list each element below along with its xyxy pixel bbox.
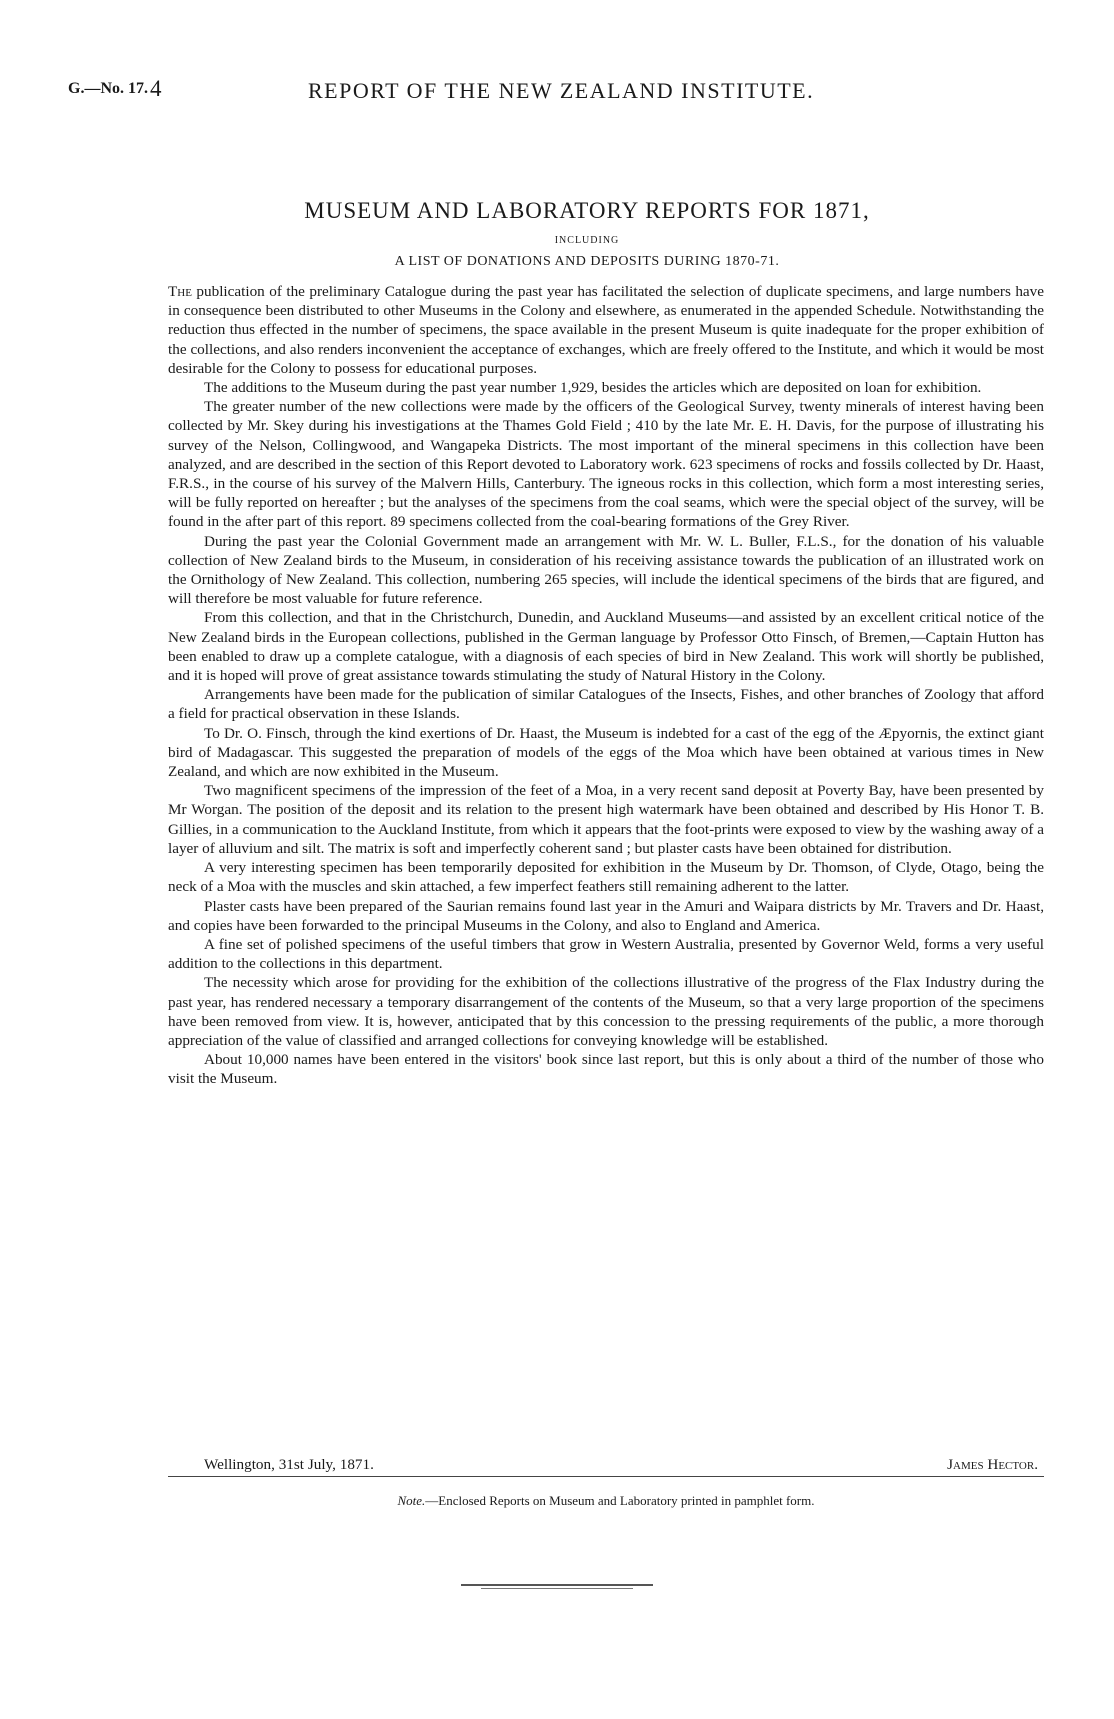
paragraph: A very interesting specimen has been temporarily deposited for exhibition in the Museum by Dr. Thomson, of Clyde, Otago, being the neck of a Moa with the muscles and skin attached, a few imperfect feathers still remaining adherent to the latter. bbox=[168, 859, 1044, 896]
paragraph: A fine set of polished specimens of the useful timbers that grow in Western Australia, presented by Governor Weld, forms a very useful addition to the collections in this department. bbox=[168, 935, 1044, 973]
paragraph: About 10,000 names have been entered in the visitors' book since last report, but this is only about a third of the number of those who visit the Museum. bbox=[168, 1051, 1044, 1088]
paragraph-text: publication of the preliminary Catalogue during the past year has facilitated the selection of duplicate specimens, and large numbers have in consequence been distributed to other Museums in the Colony and elsewhere, as enumerated in the appended Schedule. Notwithstanding the reduction thus effected in the number of specimens, the space available in the present Museum is quite inadequate for the proper exhibition of the collections, and also renders inconvenient the acceptance of exchanges, which are freely offered to the Institute, and which it would be most desirable for the Colony to possess for educational purposes. bbox=[168, 283, 1044, 377]
signoff-author: James Hector. bbox=[947, 1456, 1038, 1473]
paragraph-lead: The bbox=[168, 283, 192, 300]
divider bbox=[168, 1476, 1044, 1477]
paragraph: The greater number of the new collections were made by the officers of the Geological Survey, twenty minerals of interest having been collected by Mr. Skey during his investigations at the Thames Gold Field ; 410 by the late Mr. E. H. Davis, for the purpose of illustrating his survey of the Nelson, Collingwood, and Wangapeka Districts. The most important of the mineral specimens in this collection have been analyzed, and are described in the section of this Report devoted to Laboratory work. 623 specimens of rocks and fossils collected by Dr. Haast, F.R.S., in the course of his survey of the Malvern Hills, Canterbury. The igneous rocks in this collection, which form a most interesting series, will be fully reported on hereafter ; but the analyses of the specimens from the coal seams, which were the special object of the survey, will be found in the after part of this report. 89 specimens collected from the coal-bearing formations of the Grey River. bbox=[168, 398, 1044, 531]
paragraph: Plaster casts have been prepared of the Saurian remains found last year in the Amuri and Waipara districts by Mr. Travers and Dr. Haast, and copies have been forwarded to the principal Museums in the Colony, and also to England and America. bbox=[168, 897, 1044, 934]
end-rule-thin bbox=[481, 1588, 633, 1589]
page-number: 4 bbox=[150, 76, 162, 101]
running-title: REPORT OF THE NEW ZEALAND INSTITUTE. bbox=[308, 78, 815, 103]
paragraph: During the past year the Colonial Government made an arrangement with Mr. W. L. Buller, F.L.S., for the donation of his valuable collection of New Zealand birds to the Museum, in consideration of his receiving assistance towards the publication of an illustrated work on the Ornithology of New Zealand. This collection, numbering 265 species, will include the identical specimens of the birds that are figured, and will therefore be most valuable for future reference. bbox=[168, 532, 1044, 608]
footnote-text: —Enclosed Reports on Museum and Laboratory printed in pamphlet form. bbox=[425, 1493, 815, 1508]
paragraph: Arrangements have been made for the publication of similar Catalogues of the Insects, Fishes, and other branches of Zoology that afford a field for practical observation in these Islands. bbox=[168, 686, 1044, 723]
including-label: INCLUDING bbox=[554, 235, 620, 246]
paragraph bbox=[168, 282, 1044, 378]
report-body bbox=[168, 282, 1044, 1089]
document-reference: G.—No. 17. bbox=[68, 80, 148, 97]
running-header bbox=[68, 78, 1014, 108]
report-subtitle: A LIST OF DONATIONS AND DEPOSITS DURING 1870-71. bbox=[394, 254, 780, 269]
paragraph: From this collection, and that in the Christchurch, Dunedin, and Auckland Museums—and assisted by an excellent critical notice of the New Zealand birds in the European collections, published in the German language by Professor Otto Finsch, of Bremen,—Captain Hutton has been enabled to draw up a complete catalogue, with a diagnosis of each species of bird in New Zealand. This work will shortly be published, and it is hoped will prove of great assistance towards stimulating the study of Natural History in the Colony. bbox=[168, 609, 1044, 685]
signoff-date: Wellington, 31st July, 1871. bbox=[204, 1456, 374, 1473]
footnote bbox=[168, 1493, 1044, 1509]
paragraph: To Dr. O. Finsch, through the kind exertions of Dr. Haast, the Museum is indebted for a cast of the egg of the Æpyornis, the extinct giant bird of Madagascar. This suggested the preparation of models of the eggs of the Moa which have been obtained at various times in New Zealand, and which are now exhibited in the Museum. bbox=[168, 724, 1044, 781]
paragraph: Two magnificent specimens of the impression of the feet of a Moa, in a very recent sand deposit at Poverty Bay, have been presented by Mr Worgan. The position of the deposit and its relation to the present high watermark have been obtained and described by His Honor T. B. Gillies, in a communication to the Auckland Institute, from which it appears that the foot-prints were exposed to view by the washing away of a layer of alluvium and silt. The matrix is soft and imperfectly coherent sand ; but plaster casts have been obtained for distribution. bbox=[168, 782, 1044, 857]
report-title: MUSEUM AND LABORATORY REPORTS FOR 1871, bbox=[304, 198, 870, 223]
paragraph: The necessity which arose for providing for the exhibition of the collections illustrative of the progress of the Flax Industry during the past year, has rendered necessary a temporary disarrangement of the contents of the Museum, so that a very large proportion of the specimens have been removed from view. It is, however, anticipated that by this concession to the pressing requirements of the public, a more thorough appreciation of the value of classified and arranged collections for conveying knowledge will be established. bbox=[168, 974, 1044, 1049]
footnote-label: Note. bbox=[397, 1493, 426, 1508]
signoff bbox=[204, 1456, 1044, 1478]
paragraph: The additions to the Museum during the past year number 1,929, besides the articles which are deposited on loan for exhibition. bbox=[204, 379, 982, 397]
end-rule bbox=[461, 1584, 653, 1586]
